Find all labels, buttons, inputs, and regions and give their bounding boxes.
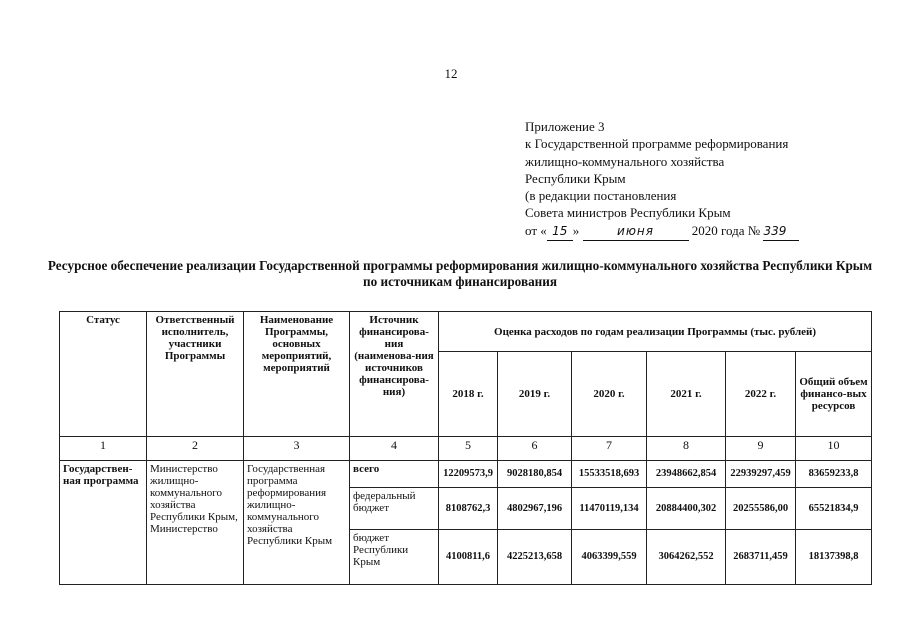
appendix-line: жилищно-коммунального хозяйства — [525, 153, 725, 169]
header-source: Источник финансирова-ния (наименова-ния источников финансирова-ния) — [350, 312, 439, 437]
value-cell: 4802967,196 — [498, 488, 572, 530]
column-number: 1 — [60, 437, 147, 461]
value-cell: 9028180,854 — [498, 461, 572, 488]
header-row-top — [60, 312, 872, 352]
header-year: 2021 г. — [647, 352, 726, 437]
header-year: 2020 г. — [572, 352, 647, 437]
source-cell: федеральный бюджет — [350, 488, 439, 530]
handwritten-month: июня — [583, 223, 689, 241]
value-cell: 15533518,693 — [572, 461, 647, 488]
resource-table — [59, 311, 872, 585]
column-number: 4 — [350, 437, 439, 461]
appendix-line: Совета министров Республики Крым — [525, 205, 731, 221]
column-number: 7 — [572, 437, 647, 461]
header-year: 2019 г. — [498, 352, 572, 437]
column-number: 3 — [244, 437, 350, 461]
value-cell: 8108762,3 — [439, 488, 498, 530]
value-cell: 4100811,6 — [439, 530, 498, 585]
value-cell: 11470119,134 — [572, 488, 647, 530]
value-cell: 12209573,9 — [439, 461, 498, 488]
value-cell: 2683711,459 — [726, 530, 796, 585]
column-number: 5 — [439, 437, 498, 461]
appendix-line: Приложение 3 — [525, 119, 605, 134]
executor-cell: Министерство жилищно-коммунального хозяйства Республики Крым, Министерство — [147, 461, 244, 585]
column-number: 6 — [498, 437, 572, 461]
value-cell: 20884400,302 — [647, 488, 726, 530]
program-name-cell: Государственная программа реформирования жилищно-коммунального хозяйства Республики Крым — [244, 461, 350, 585]
value-cell: 3064262,552 — [647, 530, 726, 585]
date-prefix: от « — [525, 222, 547, 238]
value-cell: 23948662,854 — [647, 461, 726, 488]
appendix-line: Республики Крым — [525, 170, 626, 186]
header-year: 2018 г. — [439, 352, 498, 437]
header-name: Наименование Программы, основных мероприятий, мероприятий — [244, 312, 350, 437]
value-cell: 65521834,9 — [796, 488, 872, 530]
table-row — [60, 461, 872, 488]
header-executor: Ответственный исполнитель, участники Программы — [147, 312, 244, 437]
status-cell: Государствен-ная программа — [60, 461, 147, 585]
value-cell: 4225213,658 — [498, 530, 572, 585]
column-number: 9 — [726, 437, 796, 461]
header-year: 2022 г. — [726, 352, 796, 437]
column-number: 10 — [796, 437, 872, 461]
column-number: 2 — [147, 437, 244, 461]
value-cell: 18137398,8 — [796, 530, 872, 585]
header-group: Оценка расходов по годам реализации Программы (тыс. рублей) — [439, 312, 872, 352]
header-status: Статус — [60, 312, 147, 437]
document-title: Ресурсное обеспечение реализации Государственной программы реформирования жилищно-коммунального хозяйства Республики Крым по источникам финансирования — [47, 258, 873, 289]
value-cell: 4063399,559 — [572, 530, 647, 585]
page-number: 12 — [444, 66, 458, 81]
appendix-line: (в редакции постановления — [525, 188, 677, 204]
source-cell: всего — [350, 461, 439, 488]
column-number-row — [60, 437, 872, 461]
value-cell: 20255586,00 — [726, 488, 796, 530]
value-cell: 83659233,8 — [796, 461, 872, 488]
handwritten-number: 339 — [763, 223, 799, 241]
handwritten-day: 15 — [547, 223, 573, 241]
appendix-date-line — [525, 222, 799, 241]
column-number: 8 — [647, 437, 726, 461]
appendix-line: к Государственной программе реформирования — [525, 136, 789, 152]
appendix-block — [525, 118, 799, 241]
value-cell: 22939297,459 — [726, 461, 796, 488]
source-cell: бюджет Республики Крым — [350, 530, 439, 585]
date-mid: » — [572, 222, 580, 238]
year-text: 2020 года № — [691, 222, 761, 238]
header-total: Общий объем финансо-вых ресурсов — [796, 352, 872, 437]
